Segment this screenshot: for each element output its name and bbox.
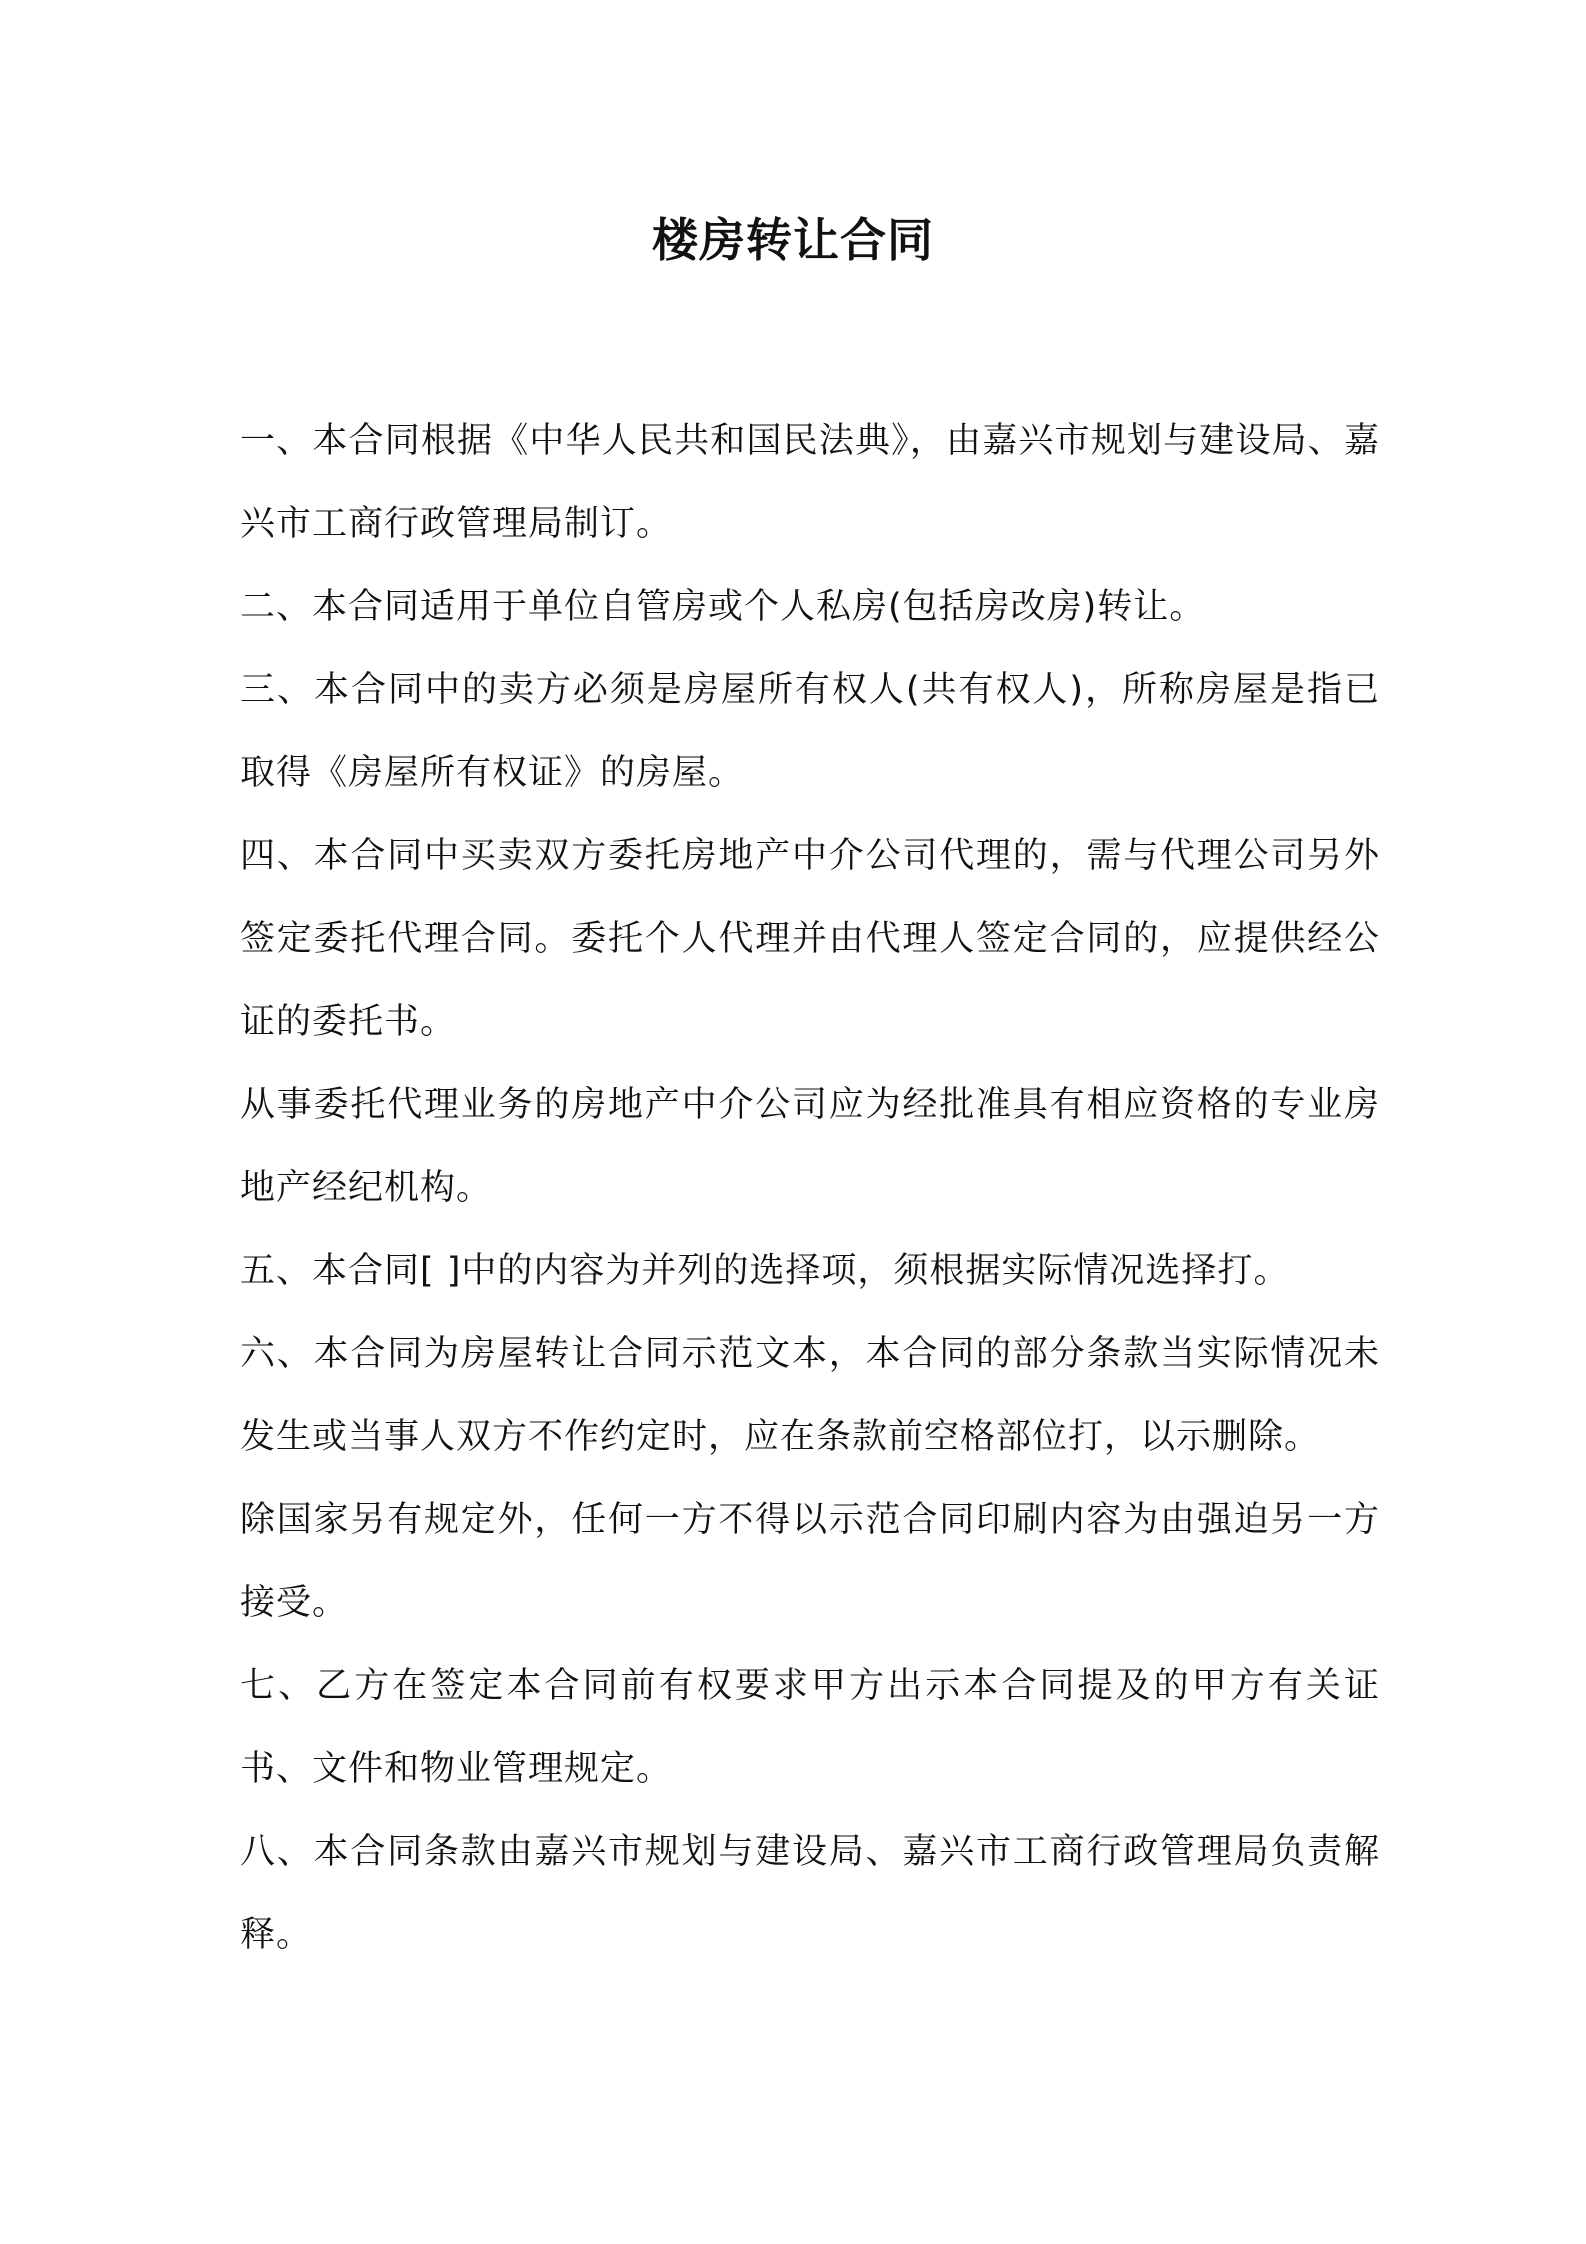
clause-8-paragraph: 八、本合同条款由嘉兴市规划与建设局、嘉兴市工商行政管理局负责解释。 <box>240 1832 1380 1955</box>
clause-6-note-paragraph: 除国家另有规定外，任何一方不得以示范合同印刷内容为由强迫另一方接受。 <box>240 1500 1380 1623</box>
clause-7-paragraph: 七、乙方在签定本合同前有权要求甲方出示本合同提及的甲方有关证书、文件和物业管理规定。 <box>240 1666 1380 1789</box>
clause-2-paragraph: 二、本合同适用于单位自管房或个人私房(包括房改房)转让。 <box>240 587 1206 627</box>
clause-4-note-paragraph: 从事委托代理业务的房地产中介公司应为经批准具有相应资格的专业房地产经纪机构。 <box>240 1085 1380 1208</box>
document-body <box>240 400 1380 1977</box>
clause-5-paragraph: 五、本合同[ ]中的内容为并列的选择项，须根据实际情况选择打。 <box>240 1251 1290 1291</box>
clause-1-paragraph: 一、本合同根据《中华人民共和国民法典》，由嘉兴市规划与建设局、嘉兴市工商行政管理局制订。 <box>240 421 1380 544</box>
clause-4-paragraph: 四、本合同中买卖双方委托房地产中介公司代理的，需与代理公司另外签定委托代理合同。委托个人代理并由代理人签定合同的，应提供经公证的委托书。 <box>240 836 1380 1042</box>
document-title: 楼房转让合同 <box>652 213 934 267</box>
clause-6-paragraph: 六、本合同为房屋转让合同示范文本，本合同的部分条款当实际情况未发生或当事人双方不作约定时，应在条款前空格部位打，以示删除。 <box>240 1334 1380 1457</box>
clause-3-paragraph: 三、本合同中的卖方必须是房屋所有权人(共有权人)，所称房屋是指已取得《房屋所有权证》的房屋。 <box>240 670 1380 793</box>
